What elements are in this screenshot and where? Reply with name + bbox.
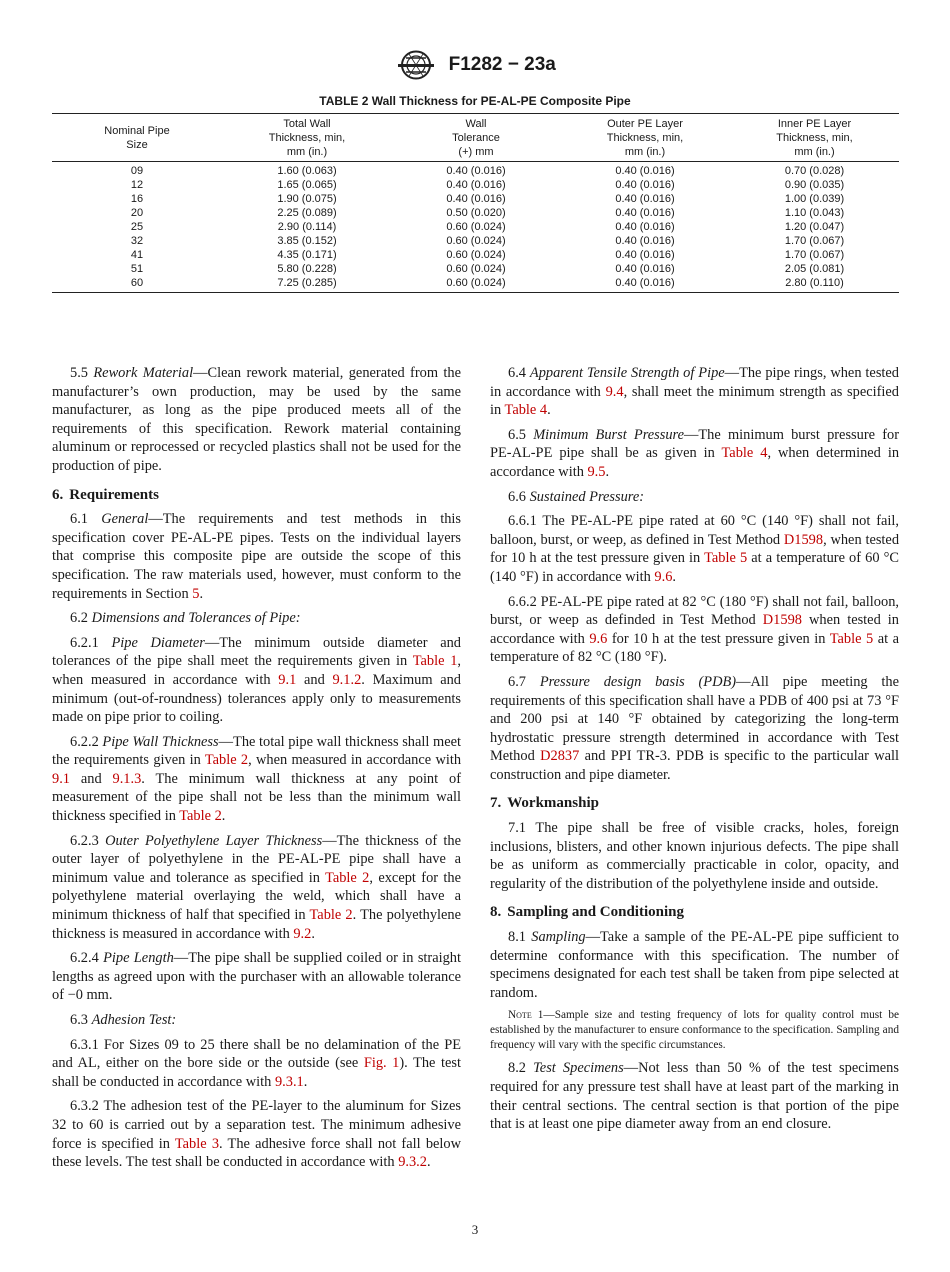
section-number: 6. [52, 486, 64, 503]
section-number: 8. [490, 904, 502, 921]
cross-reference-link[interactable]: Table 3 [174, 1135, 220, 1152]
cross-reference-link[interactable]: 5 [192, 585, 200, 602]
table-cell: 0.40 (0.016) [446, 179, 506, 191]
table-title: TABLE 2 Wall Thickness for PE-AL-PE Composite Pipe [319, 94, 631, 108]
table-cell: 0.40 (0.016) [446, 165, 506, 177]
wall-thickness-table [52, 113, 899, 293]
table-cell: 2.25 (0.089) [277, 207, 337, 219]
astm-logo-icon [394, 50, 438, 80]
table-cell: 25 [130, 221, 144, 233]
table-cell: 0.40 (0.016) [615, 221, 675, 233]
document-id: F1282 − 23a [448, 54, 556, 75]
cross-reference-link[interactable]: D1598 [783, 531, 824, 548]
cross-reference-link[interactable]: 9.1.2 [332, 671, 362, 688]
table-cell: 12 [130, 179, 144, 191]
table-row [52, 178, 899, 192]
paragraph: 6.4 Apparent Tensile Strength of Pipe—The pipe rings, when tested in accordance with 9.4, shall meet the minimum strength as specified in Table 4. [490, 365, 900, 419]
paragraph: 8.2 Test Specimens—Not less than 50 % of the test specimens required for any pressure test shall have at least part of the marking in their central sections. The central section is that portion of the pipe that is at least one pipe diameter away from an end closure. [490, 1060, 899, 1133]
paragraph: 8.1 Sampling—Take a sample of the PE-AL-PE pipe sufficient to determine conformance with this specification. The number of specimens designated for each test shall be taken from pipe selected at random. [490, 929, 899, 1001]
table-cell: 0.40 (0.016) [615, 263, 675, 275]
header-line: Thickness, min, [606, 132, 684, 144]
section-number: 7. [490, 795, 502, 812]
table-cell: 0.40 (0.016) [446, 193, 506, 205]
table-cell: 0.60 (0.024) [446, 249, 506, 261]
table-cell: 41 [130, 249, 144, 261]
header-line: Outer PE Layer [607, 118, 683, 130]
cross-reference-link[interactable]: Table 4 [721, 445, 768, 462]
table-cell: 16 [130, 193, 144, 205]
paragraph: 5.5 Rework Material—Clean rework material, generated from the manufacturer’s own production, may be used by the same manufacturer, as long as the pipe produced meets all of the requirements of this specification. Rework material containing aluminum or reprocessed or recycled plastics shall not be used for the production of pipe. [52, 365, 462, 474]
cross-reference-link[interactable]: Table 2 [325, 869, 370, 886]
table-cell: 4.35 (0.171) [277, 249, 337, 261]
table-cell: 1.65 (0.065) [277, 179, 337, 191]
section-title: Requirements [69, 486, 159, 503]
col-header-nominal-size [52, 114, 222, 162]
col-header-outer-pe [560, 114, 730, 162]
table-cell: 0.40 (0.016) [615, 179, 675, 191]
header-line: Tolerance [452, 132, 500, 144]
cross-reference-link[interactable]: Table 2 [309, 907, 353, 924]
table-row [52, 248, 899, 262]
table-cell: 1.70 (0.067) [784, 235, 845, 247]
paragraph: 6.6 Sustained Pressure: [508, 488, 645, 505]
italic-term: Outer Polyethylene Layer Thickness [105, 832, 323, 849]
header-line: (+) mm [458, 146, 494, 158]
table-cell: 51 [130, 263, 144, 275]
cross-reference-link[interactable]: Table 2 [204, 752, 249, 769]
table-cell: 3.85 (0.152) [277, 235, 337, 247]
table-cell: 0.40 (0.016) [615, 207, 675, 219]
paragraph: 7.1 The pipe shall be free of visible cracks, holes, foreign inclusions, blisters, and other known injurious defects. The pipe shall be as uniform as commercially practicable in color, opacity, and regularity of the distribution of the polyethylene inside and outside. [490, 820, 899, 892]
header-line: Total Wall [283, 118, 331, 130]
table-cell: 1.20 (0.047) [784, 221, 845, 233]
table-cell: 1.60 (0.063) [277, 165, 337, 177]
table-cell: 0.40 (0.016) [615, 165, 675, 177]
paragraph: 6.2 Dimensions and Tolerances of Pipe: [70, 610, 301, 627]
section-title: Workmanship [507, 795, 599, 812]
cross-reference-link[interactable]: D1598 [762, 612, 802, 629]
header-line: Size [126, 139, 148, 151]
table-cell: 09 [130, 165, 144, 177]
left-text-column [52, 364, 461, 1178]
table-row [52, 206, 899, 220]
col-header-wall-tolerance [392, 114, 560, 162]
col-header-inner-pe [730, 114, 899, 162]
note-label: Note [508, 1009, 532, 1022]
table-cell: 1.00 (0.039) [784, 193, 845, 205]
note-paragraph: Note 1—Sample size and testing frequency of lots for quality control must be established by the manufacturer to ensure conformance to the specification. Sampling and frequency will vary with the specific circumstances. [490, 1009, 899, 1052]
cross-reference-link[interactable]: 9.1 [278, 671, 297, 688]
paragraph: 6.3.2 The adhesion test of the PE-layer to the aluminum for Sizes 32 to 60 is carried out by a separation test. The minimum adhesive force is specified in Table 3. The adhesive force shall not fall below these levels. The test shall be conducted in accordance with 9.3.2. [52, 1098, 461, 1171]
table-row [52, 162, 899, 179]
cross-reference-link[interactable]: D2837 [540, 748, 580, 765]
cross-reference-link[interactable]: 9.3.2 [398, 1154, 427, 1171]
paragraph: 6.3.1 For Sizes 09 to 25 there shall be no delamination of the PE and AL, either on the bore side or the outside (see Fig. 1). The test shall be conducted in accordance with 9.3.1. [52, 1036, 461, 1090]
header-line: Inner PE Layer [777, 118, 852, 130]
paragraph: 6.2.4 Pipe Length—The pipe shall be supplied coiled or in straight lengths as agreed upon with the purchaser with an allowable tolerance of −0 mm. [52, 950, 461, 1004]
section-title: Sampling and Conditioning [507, 904, 684, 921]
cross-reference-link[interactable]: 9.1 [52, 770, 70, 787]
italic-term: Pipe Wall Thickness [102, 733, 219, 750]
italic-term: Test Specimens [533, 1060, 624, 1077]
table-row [52, 220, 899, 234]
italic-term: Pipe Length [103, 950, 174, 967]
table-cell: 0.60 (0.024) [446, 235, 506, 247]
table-cell: 32 [130, 235, 144, 247]
table-cell: 0.50 (0.020) [446, 207, 506, 219]
table-cell: 1.70 (0.067) [784, 249, 845, 261]
paragraph: 6.3 Adhesion Test: [70, 1012, 177, 1028]
table-cell: 1.90 (0.075) [277, 193, 337, 205]
cross-reference-link[interactable]: 9.2 [293, 925, 312, 942]
paragraph: 6.2.2 Pipe Wall Thickness—The total pipe wall thickness shall meet the requirements given in Table 2, when measured in accordance with 9.1 and 9.1.3. The minimum wall thickness at any point of measurement of the pipe shall not be less than the minimum wall thickness specified in Table 2. [52, 733, 462, 825]
section-heading [490, 794, 899, 813]
paragraph: 6.1 General—The requirements and test methods in this specification cover PE-AL-PE pipes. Tests on the individual layers that comprise this composite pipe are outside the scope of this specification. The raw materials used, however, must conform to the requirements in Section 5. [52, 511, 461, 602]
section-heading [490, 903, 899, 922]
cross-reference-link[interactable]: 9.6 [589, 630, 608, 647]
italic-term: Pipe Diameter [111, 634, 205, 651]
table-cell: 0.40 (0.016) [560, 276, 730, 293]
table-cell: 60 [52, 276, 222, 293]
paragraph: 6.5 Minimum Burst Pressure—The minimum burst pressure for PE-AL-PE pipe shall be as given in Table 4, when determined in accordance with 9.5. [490, 426, 900, 480]
italic-term: Apparent Tensile Strength of Pipe [529, 365, 725, 381]
italic-term: Sampling [531, 929, 586, 946]
paragraph: 6.6.2 PE-AL-PE pipe rated at 82 °C (180 °F) shall not fail, balloon, burst, or weep as definded in Test Method D1598 when tested in accordance with 9.6 for 10 h at the test pressure given in Table 5 at a temperature of 82 °C (180 °F). [490, 593, 900, 666]
table-body [52, 162, 899, 293]
table-header-row [52, 114, 899, 162]
header-line: mm (in.) [624, 146, 666, 158]
table-cell: 1.10 (0.043) [784, 207, 845, 219]
header-line: mm (in.) [794, 146, 835, 158]
cross-reference-link[interactable]: 9.4 [605, 383, 624, 400]
table-cell: 2.80 (0.110) [730, 276, 899, 293]
table-cell: 0.90 (0.035) [784, 179, 845, 191]
italic-term: Pressure design basis (PDB) [539, 673, 737, 690]
page-header [0, 50, 950, 80]
table-cell: 0.40 (0.016) [615, 249, 675, 261]
right-text-column [490, 364, 899, 1140]
table-cell: 2.90 (0.114) [277, 221, 337, 233]
table-cell: 7.25 (0.285) [222, 276, 392, 293]
paragraph: 6.2.3 Outer Polyethylene Layer Thickness—The thickness of the outer layer of polyethylene in the PE-AL-PE pipe shall have a minimum value and tolerance as specified in Table 2, except for the polyethylene material overlaying the weld, which shall have a minimum thickness of half that specified in Table 2. The polyethylene thickness is measured in accordance with 9.2. [52, 832, 462, 942]
cross-reference-link[interactable]: Table 5 [704, 550, 748, 567]
header-line: mm (in.) [286, 146, 328, 158]
italic-term: Rework Material [93, 365, 194, 381]
table-cell: 20 [130, 207, 144, 219]
table-cell: 5.80 (0.228) [277, 263, 337, 275]
italic-term: Dimensions and Tolerances of Pipe: [91, 610, 301, 627]
table-cell: 0.70 (0.028) [784, 165, 845, 177]
table-row [52, 276, 899, 293]
italic-term: Minimum Burst Pressure [533, 426, 684, 443]
paragraph: 6.6.1 The PE-AL-PE pipe rated at 60 °C (140 °F) shall not fail, balloon, burst, or weep, as defined in Test Method D1598, when tested for 10 h at the test pressure given in Table 5 at a temperature of 60 °C (140 °F) in accordance with 9.6. [490, 513, 900, 585]
table-row [52, 234, 899, 248]
header-line: Nominal Pipe [104, 125, 170, 137]
header-line: Thickness, min, [776, 132, 853, 144]
table-row [52, 192, 899, 206]
italic-term: Sustained Pressure: [529, 488, 645, 505]
italic-term: Adhesion Test: [91, 1012, 177, 1028]
table-row [52, 262, 899, 276]
table-cell: 0.60 (0.024) [446, 221, 506, 233]
table-cell: 0.60 (0.024) [446, 263, 506, 275]
table-cell: 0.60 (0.024) [392, 276, 560, 293]
cross-reference-link[interactable]: 9.3.1 [274, 1073, 304, 1090]
table-cell: 0.40 (0.016) [615, 193, 675, 205]
cross-reference-link[interactable]: Fig. 1 [363, 1055, 400, 1072]
cross-reference-link[interactable]: 9.5 [587, 463, 606, 480]
paragraph: 6.2.1 Pipe Diameter—The minimum outside diameter and tolerances of the pipe shall meet the requirements given in Table 1, when measured in accordance with 9.1 and 9.1.2. Maximum and minimum (out-of-roundness) tolerances apply only to measurements made on pipe prior to coiling. [52, 634, 462, 726]
table-cell: 0.40 (0.016) [615, 235, 675, 247]
section-heading [52, 486, 461, 505]
italic-term: General [101, 511, 149, 528]
cross-reference-link[interactable]: 9.6 [654, 568, 673, 585]
col-header-total-wall [222, 114, 392, 162]
cross-reference-link[interactable]: 9.1.3 [112, 770, 142, 787]
cross-reference-link[interactable]: Table 1 [412, 653, 458, 670]
table-cell: 2.05 (0.081) [784, 263, 845, 275]
header-line: Wall [465, 118, 487, 130]
cross-reference-link[interactable]: Table 5 [829, 630, 874, 647]
paragraph: 6.7 Pressure design basis (PDB)—All pipe meeting the requirements of this specification shall have a PDB of 400 psi at 73 °F and 200 psi at 140 °F obtained by categorizing the long-term hydrostatic pressure strength determined in accordance with Test Method D2837 and PPI TR-3. PDB is specific to the particular wall construction and pipe diameter. [490, 673, 899, 783]
cross-reference-link[interactable]: Table 2 [179, 808, 222, 825]
page-number: 3 [471, 1222, 479, 1237]
cross-reference-link[interactable]: Table 4 [504, 402, 548, 419]
header-line: Thickness, min, [268, 132, 346, 144]
